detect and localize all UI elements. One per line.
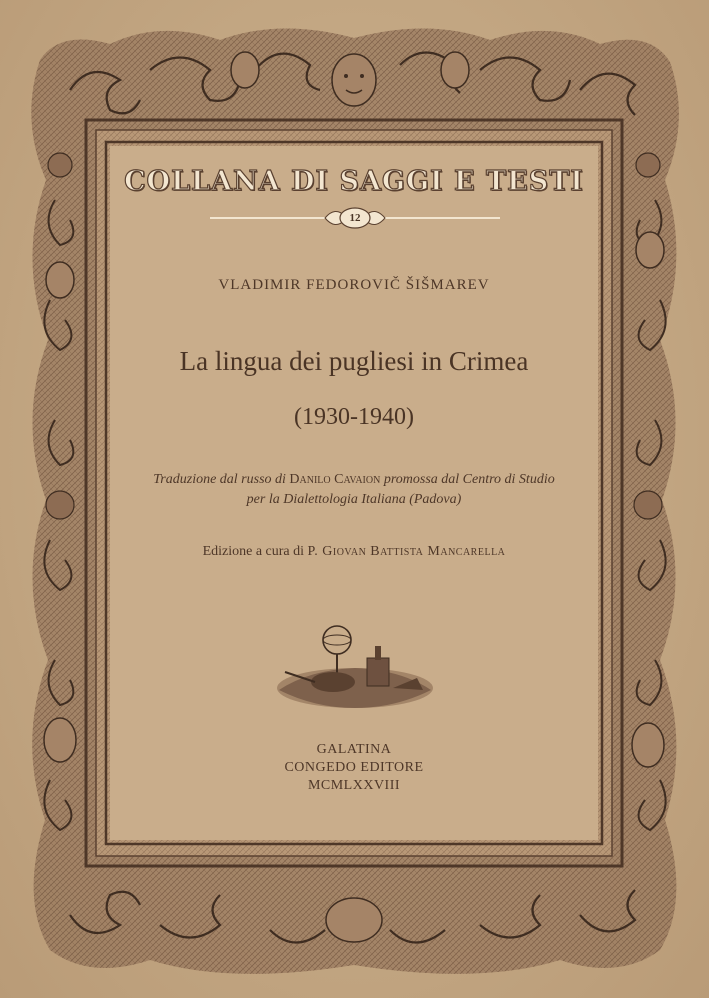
translator-name: Danilo Cavaion [289,472,381,487]
translation-middle: promossa dal Centro di Studio [383,472,555,487]
book-title: La lingua dei pugliesi in Crimea [179,346,529,376]
imprint-year: MCMLXXVIII [307,778,401,793]
series-number: 12 [349,212,361,224]
edition-note [110,544,598,560]
imprint-publisher: CONGEDO EDITORE [284,760,424,775]
author-name: VLADIMIR FEDOROVIČ ŠIŠMAREV [218,277,490,293]
globe-and-lute-vignette-icon [275,618,435,710]
imprint-city: GALATINA [316,742,392,757]
imprint [110,741,598,795]
translation-note [110,470,598,510]
editor-name: P. Giovan Battista Mancarella [307,544,506,559]
translation-line-1 [110,470,598,490]
book-years: (1930-1940) [294,404,414,430]
translation-line-2: per la Dialettologia Italiana (Padova) [246,492,462,507]
translation-prefix: Traduzione dal russo di [153,472,286,487]
edition-prefix: Edizione a cura di [202,544,305,559]
series-title: COLLANA DI SAGGI E TESTI [124,166,584,197]
